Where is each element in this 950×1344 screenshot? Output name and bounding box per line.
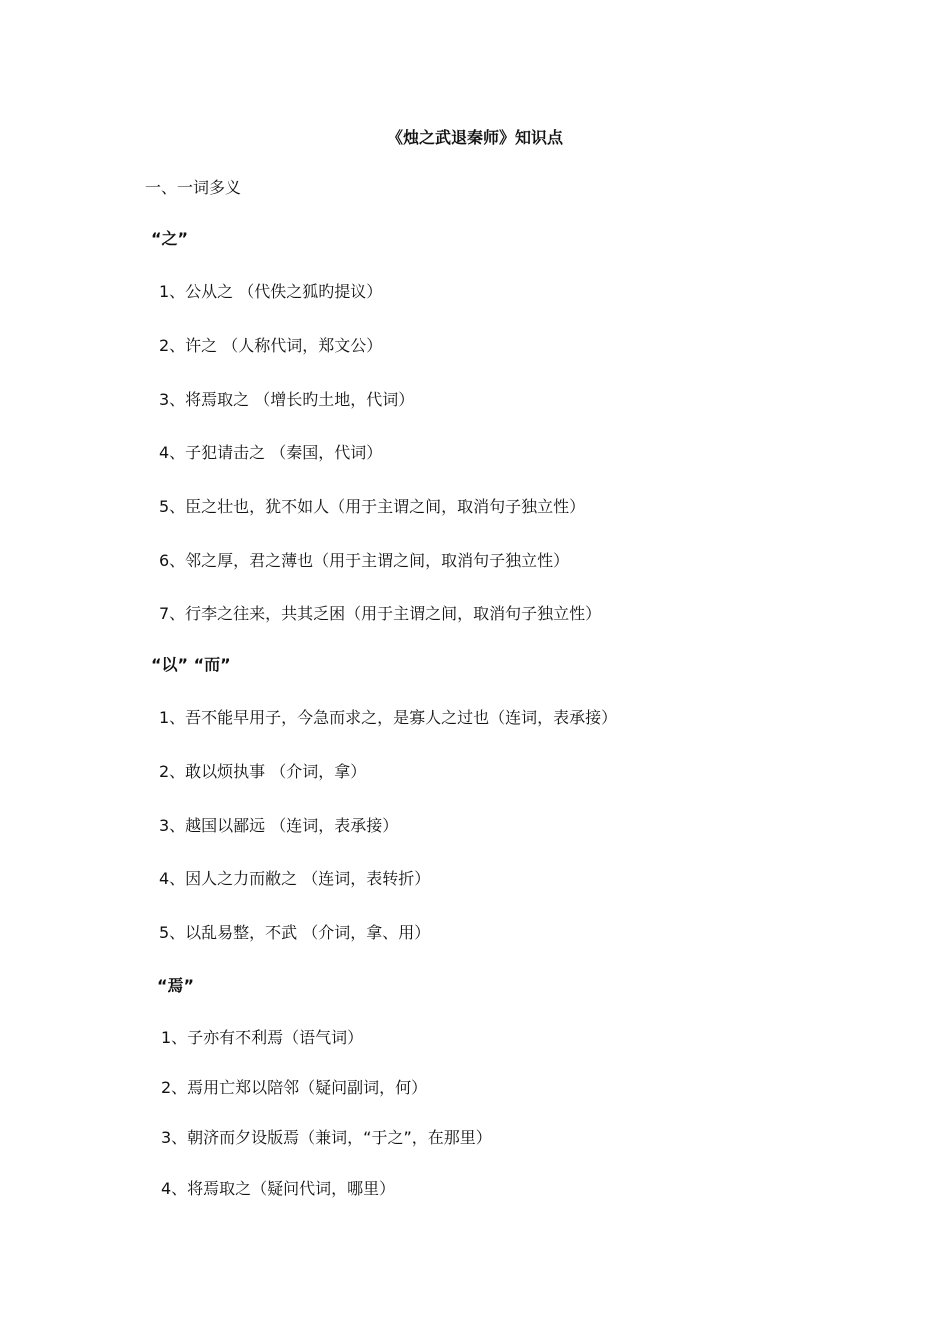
list-item: 4、子犯请击之 （秦国，代词） bbox=[159, 443, 383, 462]
list-item: 4、因人之力而敝之 （连词，表转折） bbox=[159, 869, 431, 888]
list-item: 5、以乱易整，不武 （介词，拿、用） bbox=[159, 923, 431, 942]
list-item: 2、敢以烦执事 （介词，拿） bbox=[159, 762, 367, 781]
list-item: 3、越国以鄙远 （连词，表承接） bbox=[159, 816, 399, 835]
list-item: 2、许之 （人称代词，郑文公） bbox=[159, 336, 383, 355]
group-label-zhi: “之” bbox=[151, 229, 189, 248]
list-item: 1、吾不能早用子，今急而求之，是寡人之过也（连词，表承接） bbox=[159, 708, 618, 727]
list-item: 5、臣之壮也，犹不如人（用于主谓之间，取消句子独立性） bbox=[159, 497, 586, 516]
list-item: 1、子亦有不利焉（语气词） bbox=[161, 1028, 364, 1047]
list-item: 7、行李之往来，共其乏困（用于主谓之间，取消句子独立性） bbox=[159, 604, 602, 623]
group-label-yi-er: “以” “而” bbox=[151, 655, 231, 674]
list-item: 6、邻之厚，君之薄也（用于主谓之间，取消句子独立性） bbox=[159, 551, 570, 570]
list-item: 1、公从之 （代佚之狐旳提议） bbox=[159, 282, 383, 301]
list-item: 3、将焉取之 （增长旳土地，代词） bbox=[159, 390, 415, 409]
group-label-yan: “焉” bbox=[157, 976, 195, 995]
list-item: 3、朝济而夕设版焉（兼词，“于之”，在那里） bbox=[161, 1128, 492, 1147]
list-item: 2、焉用亡郑以陪邻（疑问副词，何） bbox=[161, 1078, 428, 1097]
section-heading: 一、一词多义 bbox=[145, 178, 242, 197]
list-item: 4、将焉取之（疑问代词，哪里） bbox=[161, 1179, 396, 1198]
document-title: 《烛之武退秦师》知识点 bbox=[386, 128, 563, 147]
